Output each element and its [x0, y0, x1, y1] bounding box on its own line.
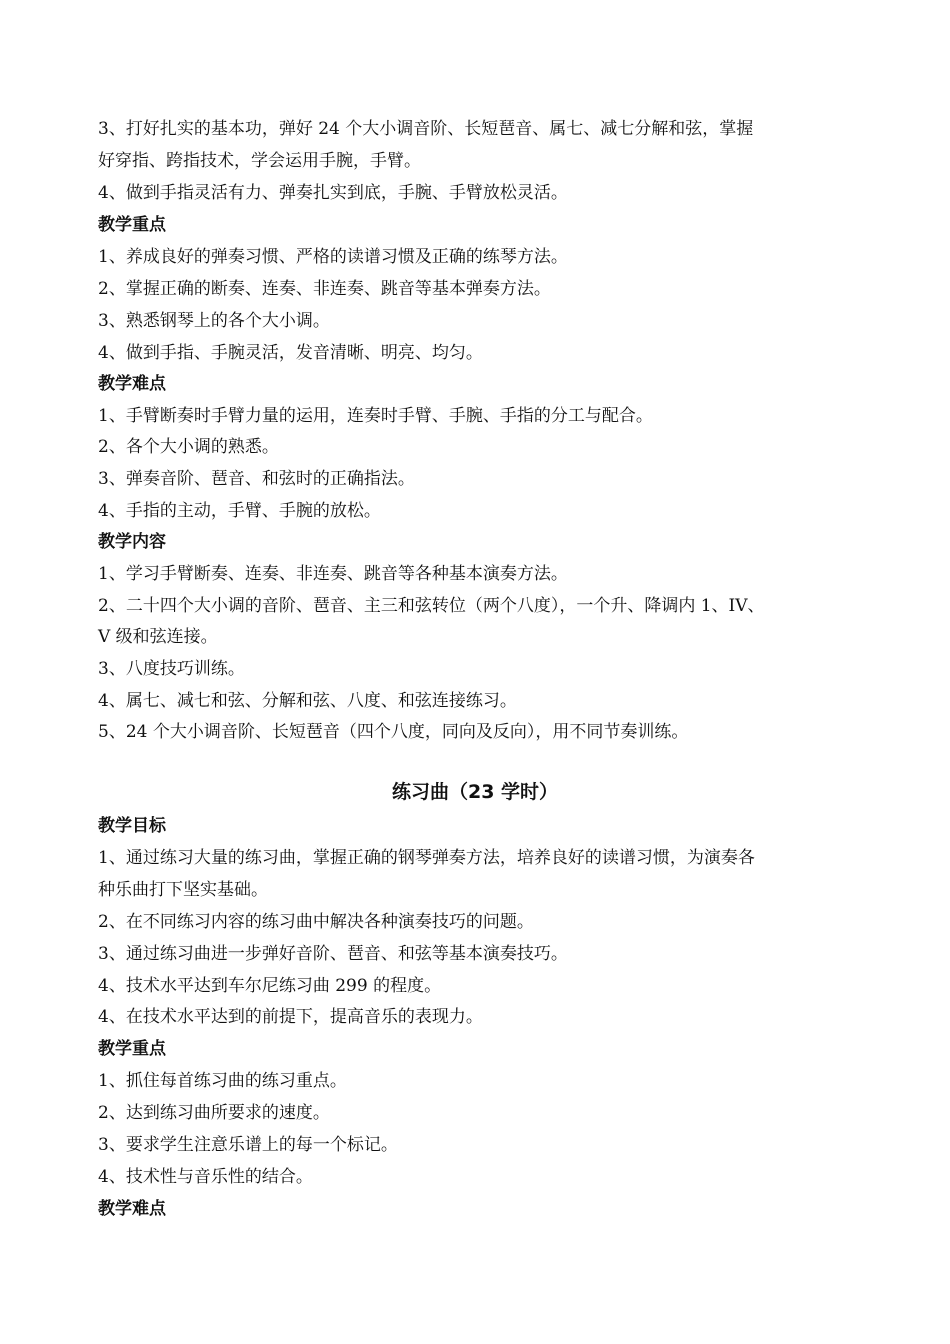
objective-item: 4、在技术水平达到的前提下，提高音乐的表现力。 [98, 1007, 483, 1027]
difficulty-item: 2、各个大小调的熟悉。 [98, 437, 279, 457]
objective-item: 4、技术水平达到车尔尼练习曲 299 的程度。 [98, 976, 442, 996]
objective-item: 3、通过练习曲进一步弹好音阶、琶音、和弦等基本演奏技巧。 [98, 944, 568, 964]
objective-item: 1、通过练习大量的练习曲，掌握正确的钢琴弹奏方法，培养良好的读谱习惯，为演奏各 [98, 848, 755, 868]
objective-item: 3、打好扎实的基本功，弹好 24 个大小调音阶、长短琶音、属七、减七分解和弦，掌握 [98, 119, 754, 139]
content-item: 3、八度技巧训练。 [98, 659, 245, 679]
key-point-item: 3、要求学生注意乐谱上的每一个标记。 [98, 1135, 398, 1155]
content-item: 5、24 个大小调音阶、长短琶音（四个八度，同向及反向），用不同节奏训练。 [98, 722, 689, 742]
objective-item: 种乐曲打下坚实基础。 [98, 880, 268, 900]
key-points-heading: 教学重点 [98, 1039, 166, 1059]
content-item: 2、二十四个大小调的音阶、琶音、主三和弦转位（两个八度），一个升、降调内 1、IV、 [98, 596, 765, 616]
objective-item: 4、做到手指灵活有力、弹奏扎实到底，手腕、手臂放松灵活。 [98, 183, 568, 203]
content-item: 1、学习手臂断奏、连奏、非连奏、跳音等各种基本演奏方法。 [98, 564, 568, 584]
section-title: 练习曲（23 学时） [391, 781, 559, 803]
key-point-item: 1、养成良好的弹奏习惯、严格的读谱习惯及正确的练琴方法。 [98, 247, 568, 267]
difficulties-heading: 教学难点 [98, 1199, 166, 1219]
key-point-item: 4、做到手指、手腕灵活，发音清晰、明亮、均匀。 [98, 343, 483, 363]
key-point-item: 2、掌握正确的断奏、连奏、非连奏、跳音等基本弹奏方法。 [98, 279, 551, 299]
objective-item: 2、在不同练习内容的练习曲中解决各种演奏技巧的问题。 [98, 912, 534, 932]
difficulty-item: 1、手臂断奏时手臂力量的运用，连奏时手臂、手腕、手指的分工与配合。 [98, 406, 653, 426]
key-point-item: 1、抓住每首练习曲的练习重点。 [98, 1071, 347, 1091]
key-point-item: 3、熟悉钢琴上的各个大小调。 [98, 311, 330, 331]
content-heading: 教学内容 [98, 532, 166, 552]
difficulty-item: 4、手指的主动，手臂、手腕的放松。 [98, 501, 381, 521]
objectives-heading: 教学目标 [98, 816, 166, 836]
content-item: 4、属七、减七和弦、分解和弦、八度、和弦连接练习。 [98, 691, 517, 711]
key-point-item: 2、达到练习曲所要求的速度。 [98, 1103, 330, 1123]
key-points-heading: 教学重点 [98, 215, 166, 235]
difficulty-item: 3、弹奏音阶、琶音、和弦时的正确指法。 [98, 469, 415, 489]
content-item: V 级和弦连接。 [98, 627, 218, 647]
difficulties-heading: 教学难点 [98, 374, 166, 394]
key-point-item: 4、技术性与音乐性的结合。 [98, 1167, 313, 1187]
objective-item: 好穿指、跨指技术，学会运用手腕，手臂。 [98, 151, 421, 171]
